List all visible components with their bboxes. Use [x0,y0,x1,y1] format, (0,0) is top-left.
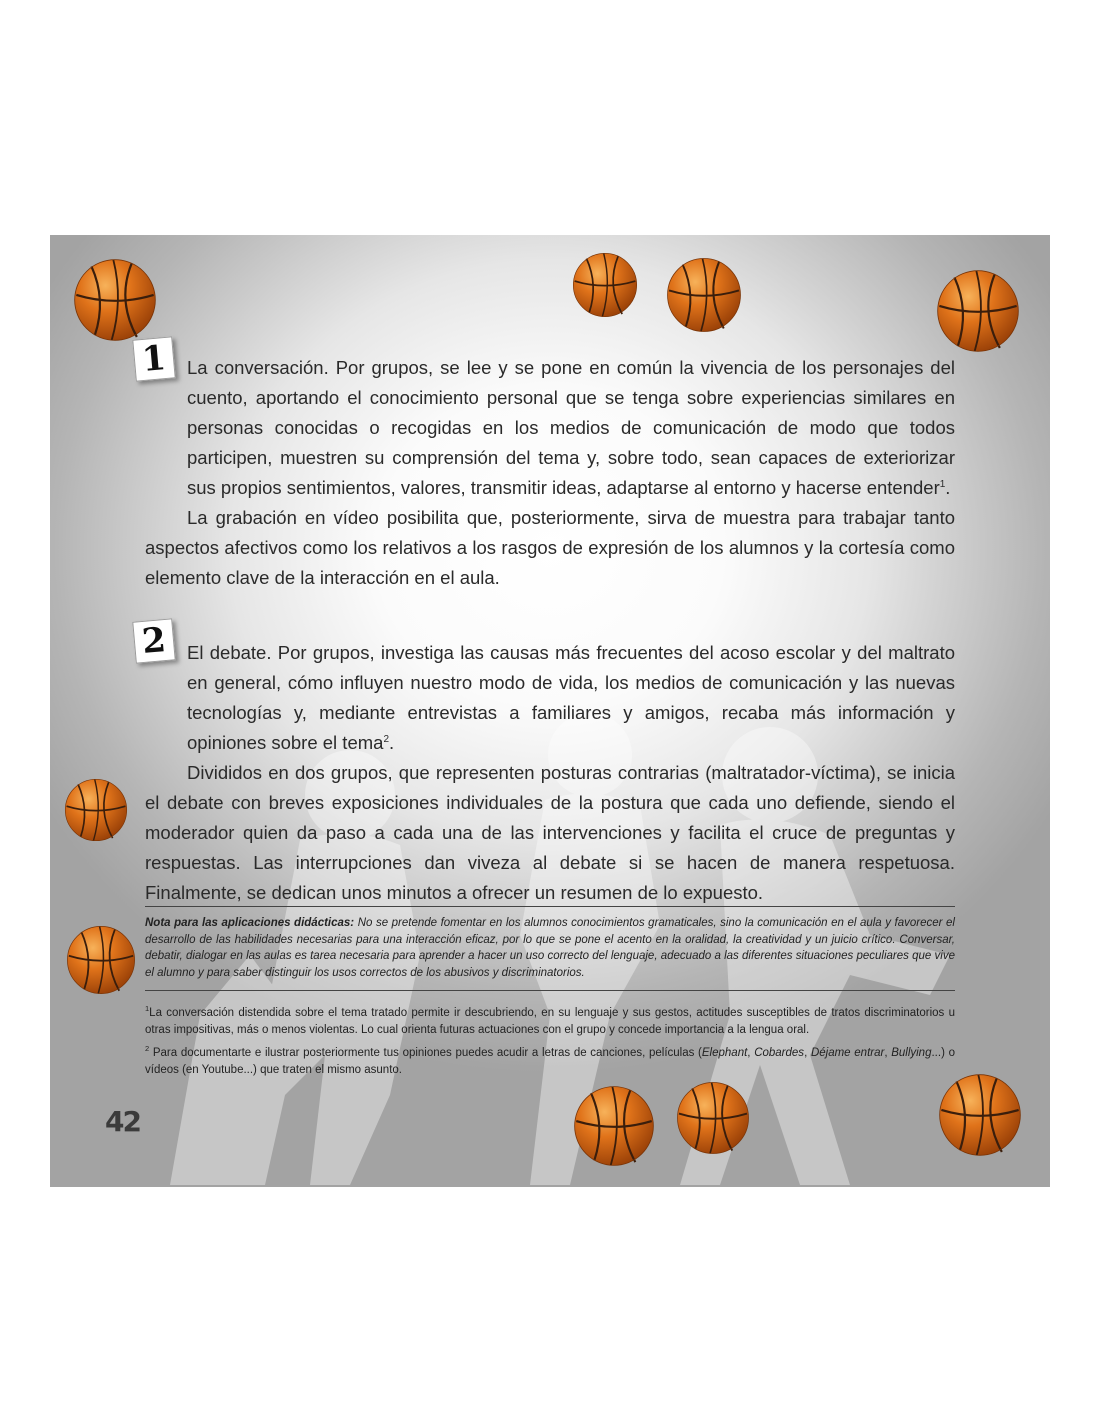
basketball-icon [666,257,742,333]
section-number-card: 1 [132,336,176,381]
basketball-icon [572,252,638,318]
section-paragraph: La conversación. Por grupos, se lee y se pone en común la vivencia de los personajes del cuento, aportando el conocimiento personal que se tenga sobre experiencias similares en personas conocidas o recogidas en los medios de comunicación de modo que todos participen, muestren su comprensión del tema y, sobre todo, sean capaces de exteriorizar sus propios sentimientos, valores, transmitir ideas, adaptarse al entorno y hacerse entender$^1$. [187,357,955,498]
footnote-ref: 2 [383,733,389,745]
section-number-card: 2 [132,618,176,663]
footnote-2: $^2$ Para documentarte e ilustrar posteriormente tus opiniones puedes acudir a letras de canciones, películas (Elephant, Cobardes, Déjame entrar, Bullying...) o vídeos (en Youtube...) que traten el mismo asunto. [145,1044,955,1076]
basketball-icon [64,778,128,842]
basketball-icon [573,1085,655,1167]
section-conversation [145,353,955,593]
basketball-icon [936,269,1020,353]
section-paragraph: El debate. Por grupos, investiga las causas más frecuentes del acoso escolar y del maltrato en general, cómo influyen nuestro modo de vida, los medios de comunicación y las nuevas tecnologías y, mediante entrevistas a familiares y amigos, recaba más información y opiniones sobre el tema$^2$. [187,642,955,753]
basketball-icon [938,1073,1022,1157]
section-debate [145,638,955,908]
footnotes [145,1005,955,1085]
note-text: No se pretende fomentar en los alumnos conocimientos gramaticales, sino la comunicación en el aula y favorecer el desarrollo de las habilidades necesarias para una interacción eficaz, por lo que se pone el acento en la oralidad, la creatividad y un juicio crítico. Conversar, debatir, dialogar en las aulas es tarea necesaria para aprender a hacer un uso correcto del lenguaje, adecuado a las diferentes situaciones peculiares que vive el alumno y para saber distinguir los usos correctos de los abusivos y discriminatorios. [145,917,955,979]
note-label: Nota para las aplicaciones didácticas: [145,917,355,929]
divider [145,990,955,991]
section-paragraph: La grabación en vídeo posibilita que, posteriormente, sirva de muestra para trabajar tanto aspectos afectivos como los relativos a los rasgos de expresión de los alumnos y la cortesía como elemento clave de la interacción en el aula. [145,507,955,588]
page-panel [50,235,1050,1187]
page-number: 42 [105,1105,140,1138]
basketball-icon [676,1081,750,1155]
footnote-ref: 1 [939,478,946,490]
didactic-note [145,915,955,981]
basketball-icon [73,258,157,342]
basketball-icon [66,925,136,995]
section-paragraph: Divididos en dos grupos, que representen posturas contrarias (maltratador-víctima), se inicia el debate con breves exposiciones individuales de la postura que cada uno defiende, siendo el moderador quien da paso a cada una de las intervenciones y facilita el cruce de preguntas y respuestas. Las interrupciones dan viveza al debate si se hacen de manera respetuosa. Finalmente, se dedican unos minutos a ofrecer un resumen de lo expuesto. [145,762,955,903]
footnote-1: $^1$La conversación distendida sobre el tema tratado permite ir descubriendo, en su lenguaje y sus gestos, actitudes susceptibles de tratos discriminatorios u otras impositivas, más o menos violentas. Lo cual orienta futuras actuaciones con el grupo y concede importancia a la lengua oral. [145,1004,955,1036]
divider [145,906,955,907]
